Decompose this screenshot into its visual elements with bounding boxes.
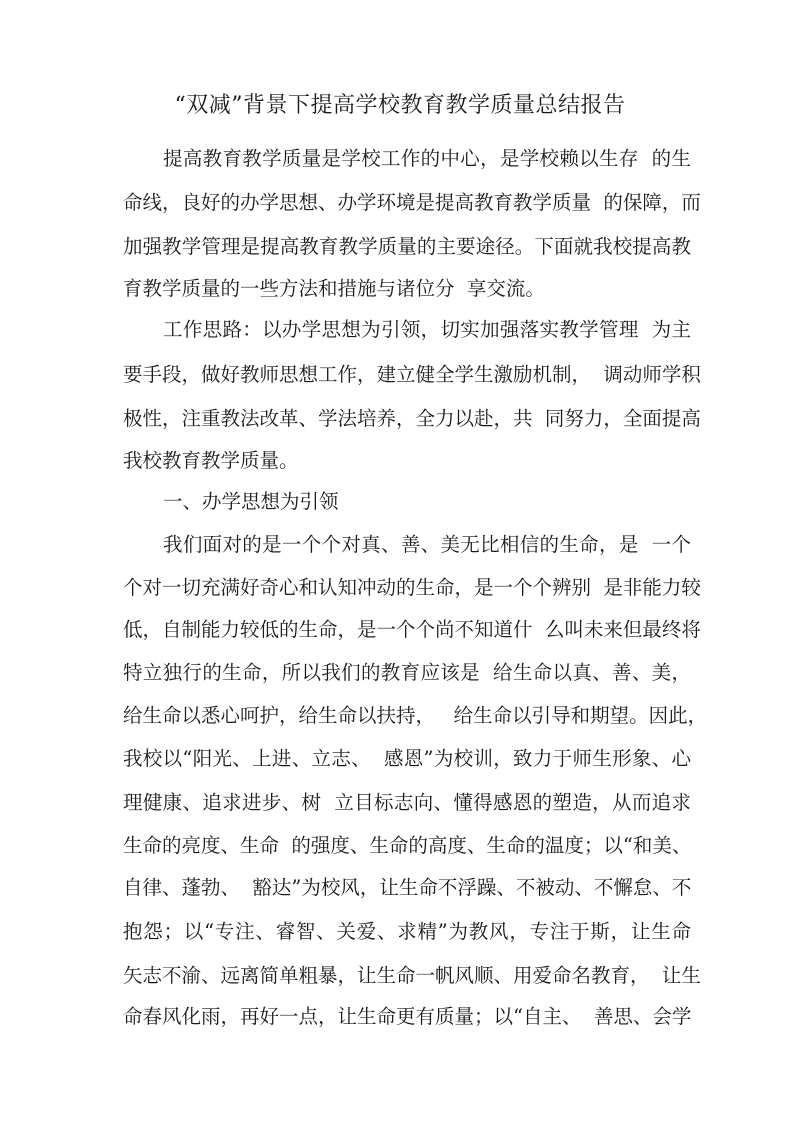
paragraph-line: 工作思路：以办学思想为引领，切实加强落实教学管理 为主 xyxy=(163,318,691,341)
paragraph-line: 我校教育教学质量。 xyxy=(123,449,299,472)
paragraph-line: 生命的亮度、生命 的强度、生命的高度、生命的温度；以“和美、 xyxy=(123,834,692,857)
paragraph-line: 加强教学管理是提高教育教学质量的主要途径。下面就我校提高教 xyxy=(123,235,691,258)
document-title: “双减”背景下提高学校教育教学质量总结报告 xyxy=(174,93,626,118)
paragraph-line: 我们面对的是一个个对真、善、美无比相信的生命，是 一个 xyxy=(163,533,691,556)
paragraph-line: 极性，注重教法改革、学法培养，全力以赴，共 同努力，全面提高 xyxy=(123,407,701,430)
paragraph-line: 育教学质量的一些方法和措施与诸位分 享交流。 xyxy=(123,277,545,300)
paragraph-line: 特立独行的生命，所以我们的教育应该是 给生命以真、善、美， xyxy=(123,661,691,684)
paragraph-line: 抱怨；以“专注、睿智、关爱、求精”为教风，专注于斯，让生命 xyxy=(123,920,691,943)
paragraph-line: 我校以“阳光、上进、立志、 感恩”为校训，致力于师生形象、心 xyxy=(123,747,691,770)
paragraph-line: 理健康、追求进步、树 立目标志向、懂得感恩的塑造，从而追求 xyxy=(123,791,691,814)
paragraph-line: 矢志不渝、远离简单粗暴，让生命一帆风顺、用爱命名教育， 让生 xyxy=(123,964,701,987)
paragraph-line: 个对一切充满好奇心和认知冲动的生命，是一个个辨别 是非能力较 xyxy=(123,576,701,599)
paragraph-line: 提高教育教学质量是学校工作的中心，是学校赖以生存 的生 xyxy=(163,147,691,170)
paragraph-line: 要手段，做好教师思想工作，建立健全学生激励机制， 调动师学积 xyxy=(123,363,701,386)
paragraph-line: 低，自制能力较低的生命，是一个个尚不知道什 么叫未来但最终将 xyxy=(123,618,701,641)
paragraph-line: 给生命以悉心呵护，给生命以扶持， 给生命以引导和期望。因此， xyxy=(123,704,708,727)
paragraph-line: 一、办学思想为引领 xyxy=(163,490,339,513)
paragraph-line: 命春风化雨，再好一点，让生命更有质量；以“自主、 善思、会学 xyxy=(123,1005,692,1028)
paragraph-line: 自律、蓬勃、 豁达”为校风，让生命不浮躁、不被动、不懈怠、不 xyxy=(123,876,692,899)
paragraph-line: 命线，良好的办学思想、办学环境是提高教育教学质量 的保障，而 xyxy=(123,191,701,214)
